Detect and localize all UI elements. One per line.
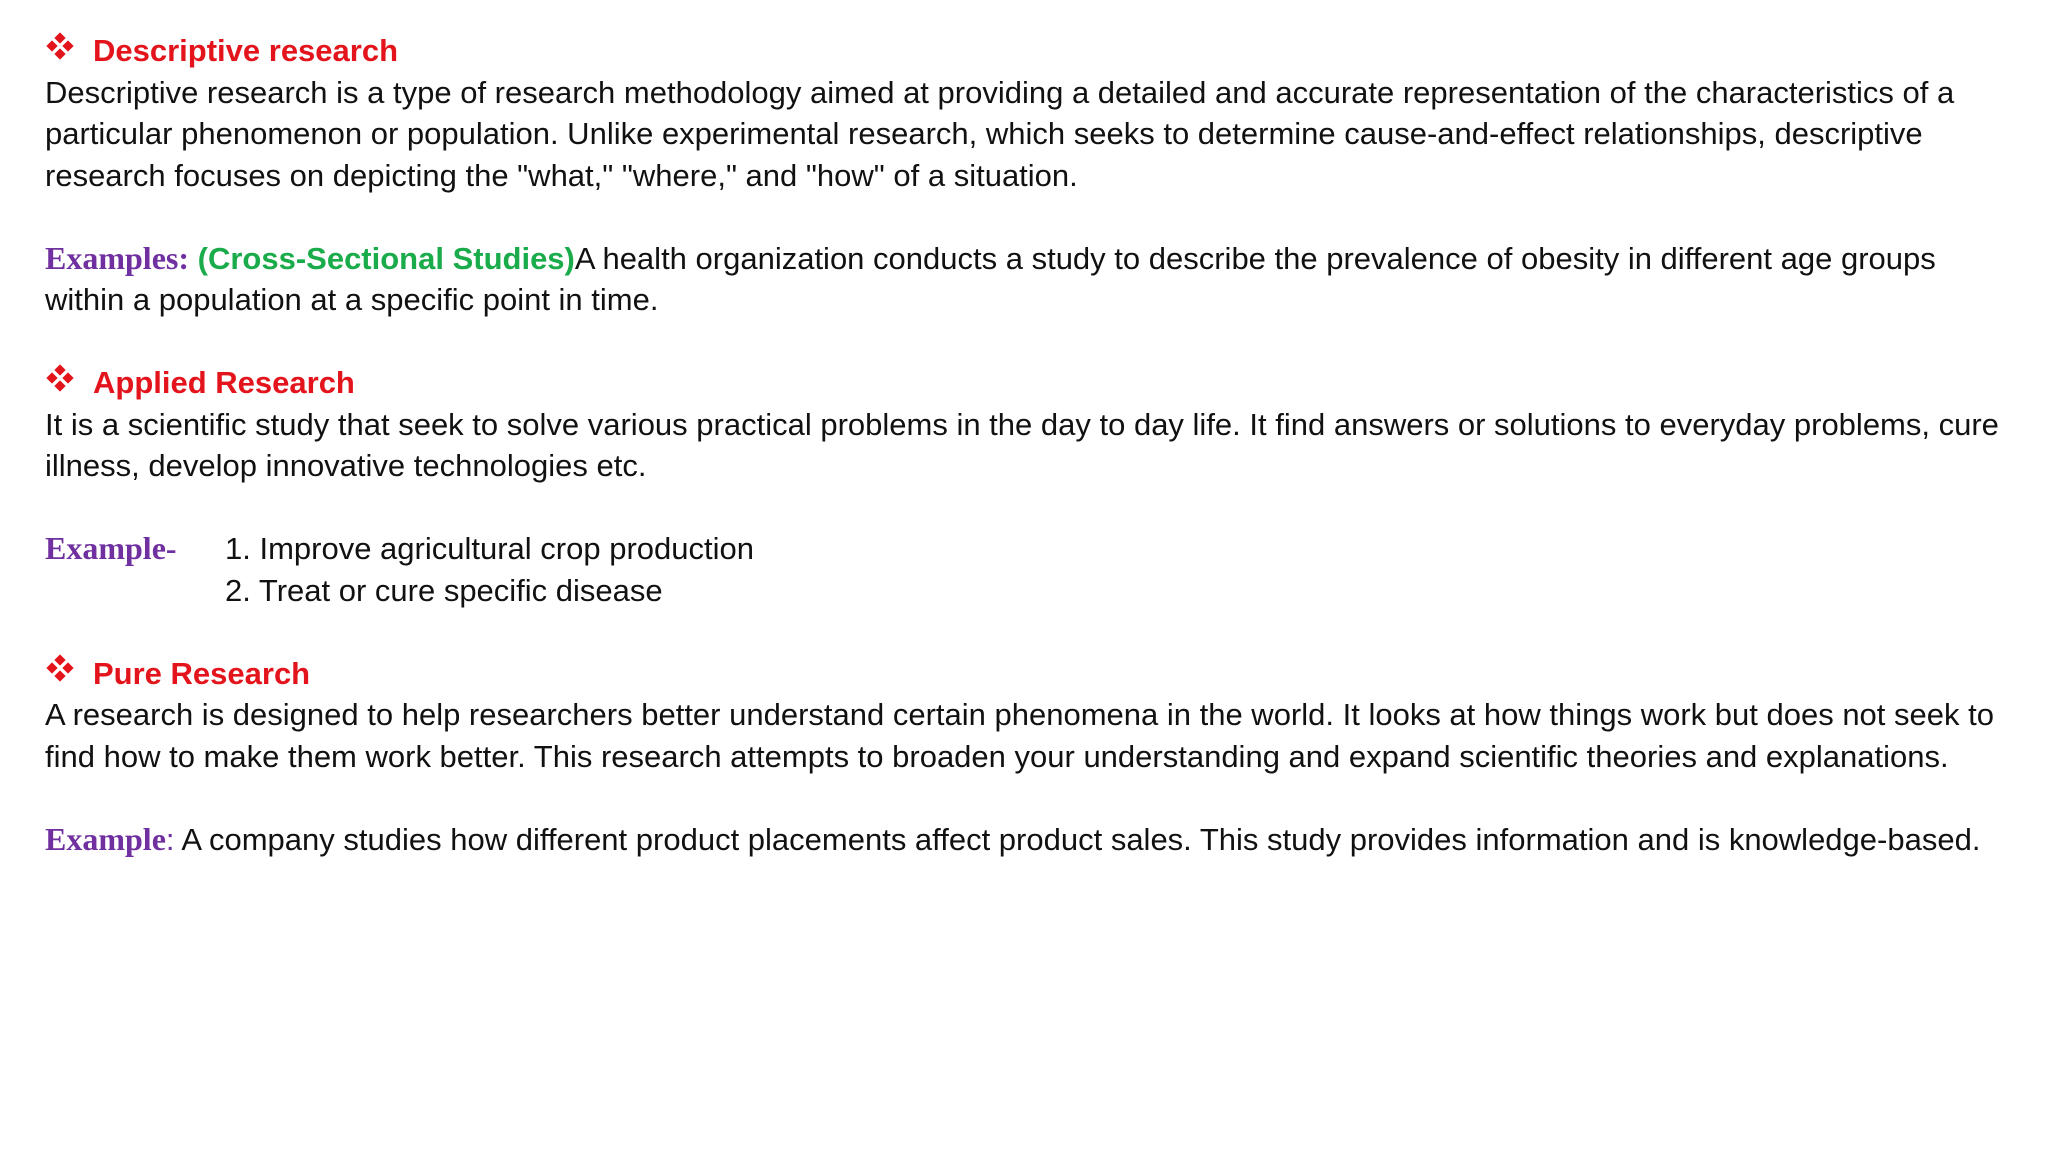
example-text: A health organization conducts a study to describe the prevalence of obesity in different age groups within a population at a specific point in time. <box>45 240 1936 317</box>
example-colon: : <box>165 821 175 857</box>
slide-content <box>45 30 2005 860</box>
example-pure <box>45 819 2005 861</box>
list-item: 1. Improve agricultural crop production <box>225 531 754 566</box>
section-body-pure: A research is designed to help researchers better understand certain phenomena in the world. It looks at how things work but does not seek to find how to make them work better. This research attempts to broaden your understanding and expand scientific theories and explanations. <box>45 697 1994 774</box>
section-body-descriptive: Descriptive research is a type of research methodology aimed at providing a detailed and accurate representation of the characteristics of a particular phenomenon or population. Unlike experimental research, which seeks to determine cause-and-effect relationships, descriptive research focuses on depicting the "what," "where," and "how" of a situation. <box>45 74 1955 193</box>
example-label: Example- <box>45 530 177 566</box>
spacer <box>45 487 2005 529</box>
section-heading-text: Pure Research <box>93 655 311 691</box>
spacer <box>45 321 2005 363</box>
spacer <box>45 196 2005 238</box>
section-heading-pure <box>45 653 2005 695</box>
example-descriptive <box>45 238 2005 321</box>
section-body-applied: It is a scientific study that seek to solve various practical problems in the day to day life. It find answers or solutions to everyday problems, cure illness, develop innovative technologies etc. <box>45 406 1999 483</box>
example-label: Example <box>45 820 166 857</box>
example-list <box>225 528 754 611</box>
example-open-paren: ( <box>197 240 208 276</box>
section-heading-applied <box>45 362 2005 404</box>
spacer <box>45 611 2005 653</box>
diamond-bullet-icon <box>45 31 75 61</box>
example-highlight: Cross-Sectional Studies) <box>207 240 575 276</box>
example-label: Examples: <box>45 239 189 276</box>
diamond-bullet-icon <box>45 363 75 393</box>
list-item: 2. Treat or cure specific disease <box>225 572 663 608</box>
section-heading-descriptive <box>45 30 2005 72</box>
example-text: A company studies how different product placements affect product sales. This study provides information and is knowledge-based. <box>174 821 1981 857</box>
diamond-bullet-icon <box>45 653 75 683</box>
section-heading-text: Descriptive research <box>93 33 399 68</box>
spacer <box>45 777 2005 819</box>
section-heading-text: Applied Research <box>93 365 355 400</box>
example-applied <box>45 528 2005 611</box>
